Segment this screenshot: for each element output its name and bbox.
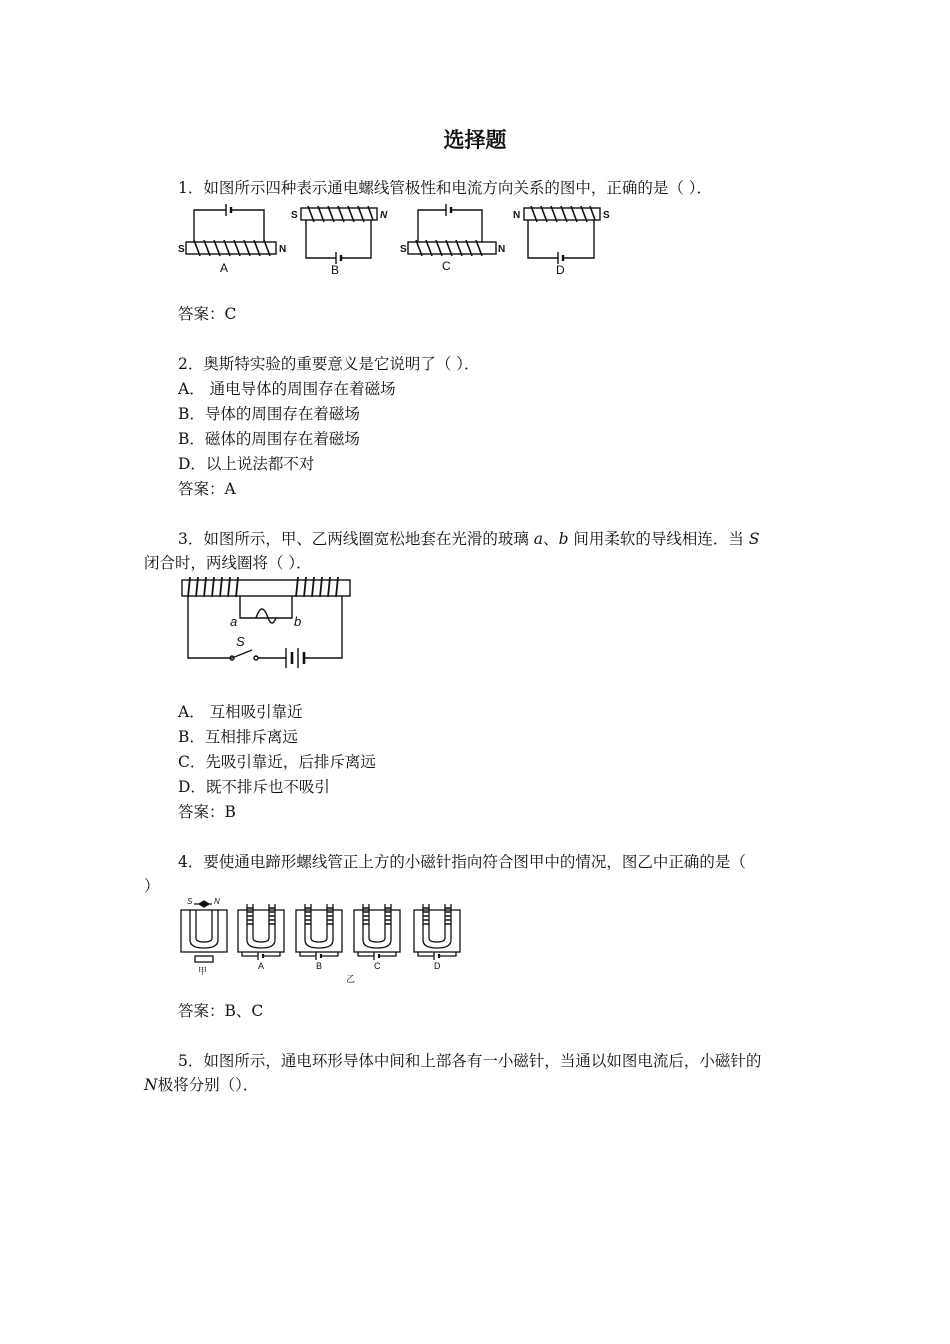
q3-figure	[180, 574, 356, 676]
q2-stem: 2．奥斯特实验的重要意义是它说明了（ ）．	[178, 355, 480, 373]
q3-var-s: S	[748, 530, 760, 548]
q5-stem-line1: 5．如图所示，通电环形导体中间和上部各有一小磁针，当通以如图电流后，小磁针的	[178, 1052, 762, 1070]
q4-fig-label-a: A	[258, 961, 265, 971]
q3-option-c: C．先吸引靠近，后排斥离远	[178, 753, 376, 771]
q4-fig-label-yi: 乙	[346, 974, 356, 984]
q1-fig-label-a: A	[220, 261, 229, 275]
q1-figure	[176, 200, 616, 278]
q3-stem-sep: 、	[543, 530, 559, 548]
q2-answer: 答案：A	[178, 480, 236, 498]
q1-stem: 1．如图所示四种表示通电螺线管极性和电流方向关系的图中，正确的是（ ）．	[178, 179, 713, 197]
q4-figure	[178, 894, 470, 984]
q1-pole-b-left: S	[291, 210, 298, 221]
q1-pole-b-right: N	[380, 210, 388, 221]
q2-option-a: A． 通电导体的周围存在着磁场	[178, 380, 396, 398]
q3-stem-part2: 间用柔软的导线相连．当	[568, 530, 749, 548]
q1-pole-a-left: S	[178, 244, 185, 255]
q3-stem-part1: 3．如图所示，甲、乙两线圈宽松地套在光滑的玻璃	[178, 530, 534, 548]
q3-var-b: b	[558, 530, 569, 548]
q3-answer: 答案：B	[178, 803, 236, 821]
q4-stem-line1: 4．要使通电蹄形螺线管正上方的小磁针指向符合图甲中的情况，图乙中正确的是（	[178, 853, 746, 871]
q1-pole-a-right: N	[279, 244, 287, 255]
q3-option-b: B．互相排斥离远	[178, 728, 298, 746]
q4-fig-label-c: C	[374, 961, 381, 971]
q5-stem-line2: 极将分别（）．	[157, 1076, 259, 1094]
q3-option-d: D．既不排斥也不吸引	[178, 778, 330, 796]
page-title: 选择题	[443, 128, 507, 152]
q1-answer: 答案：C	[178, 305, 237, 323]
q4-fig-label-jia: 甲	[198, 966, 208, 976]
q3-option-a: A． 互相吸引靠近	[178, 703, 303, 721]
q4-answer: 答案：B、C	[178, 1002, 264, 1020]
q1-pole-c-right: N	[498, 244, 506, 255]
q4-fig-label-b: B	[316, 961, 323, 971]
q2-option-d: D．以上说法都不对	[178, 455, 315, 473]
q3-fig-label-b: b	[294, 614, 302, 629]
q2-option-c: B．磁体的周围存在着磁场	[178, 430, 360, 448]
q3-stem-line1	[178, 527, 759, 549]
q1-pole-c-left: S	[400, 244, 407, 255]
q5-stem-line2-row	[144, 1073, 258, 1095]
q4-fig-pole-n: N	[214, 897, 220, 906]
q1-fig-label-d: D	[556, 263, 565, 277]
q3-var-a: a	[533, 530, 544, 548]
q3-stem-line2: 闭合时，两线圈将（ ）．	[144, 554, 312, 572]
q5-var-n: N	[144, 1076, 158, 1094]
q4-fig-pole-s: S	[187, 897, 193, 906]
q4-fig-label-d: D	[434, 961, 441, 971]
q1-fig-label-c: C	[442, 259, 451, 273]
q3-fig-label-s: S	[236, 634, 245, 649]
q2-option-b: B．导体的周围存在着磁场	[178, 405, 360, 423]
q4-stem-line2: ）	[144, 877, 160, 895]
q1-pole-d-left: N	[513, 210, 521, 221]
q3-fig-label-a: a	[230, 614, 238, 629]
q1-fig-label-b: B	[331, 263, 340, 277]
q1-pole-d-right: S	[603, 210, 610, 221]
